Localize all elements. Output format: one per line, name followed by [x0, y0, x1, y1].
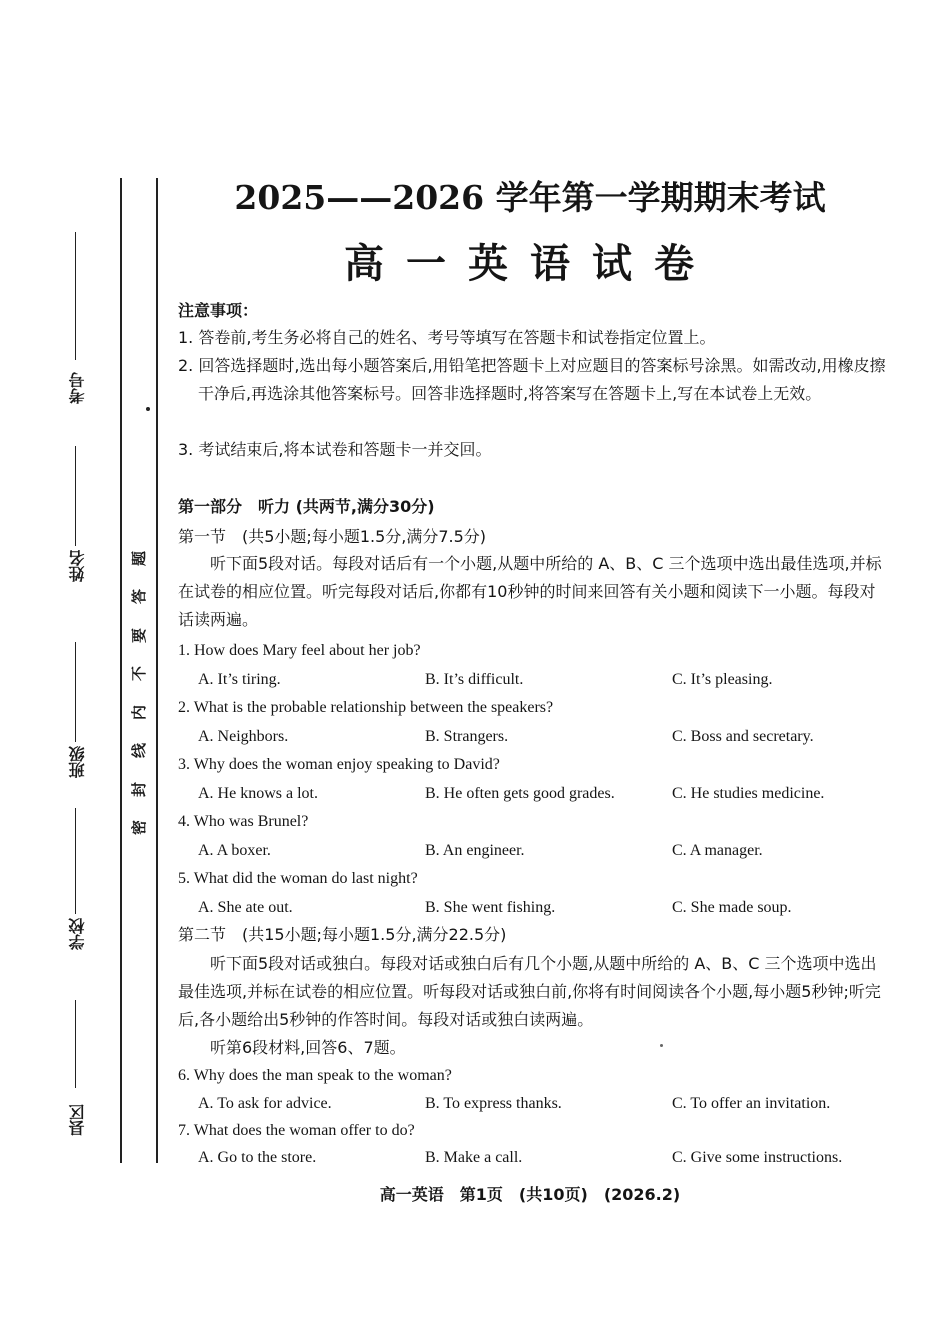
option-5b[interactable]: B. She went fishing. — [425, 899, 556, 916]
option-6b[interactable]: B. To express thanks. — [425, 1095, 562, 1112]
seal-char: 答 — [130, 589, 149, 605]
binding-line-inner — [156, 178, 158, 1163]
margin-dot — [146, 407, 150, 411]
school-label: 学校 — [68, 918, 87, 950]
option-6a[interactable]: A. To ask for advice. — [198, 1095, 332, 1112]
name-field[interactable] — [58, 446, 98, 624]
seal-char: 线 — [130, 743, 149, 759]
option-2a[interactable]: A. Neighbors. — [198, 728, 289, 745]
question-1: 1. How does Mary feel about her job? — [178, 642, 421, 659]
seal-char: 不 — [130, 666, 149, 682]
option-4c[interactable]: C. A manager. — [672, 842, 763, 859]
option-3b[interactable]: B. He often gets good grades. — [425, 785, 615, 802]
section1-heading: 第一节 (共5小题;每小题1.5分,满分7.5分) — [178, 527, 487, 546]
option-7a[interactable]: A. Go to the store. — [198, 1149, 317, 1166]
question-4: 4. Who was Brunel? — [178, 813, 309, 830]
exam-subtitle: 高一英语试卷 — [344, 240, 716, 287]
school-field[interactable] — [58, 808, 98, 968]
option-5c[interactable]: C. She made soup. — [672, 899, 792, 916]
question-2: 2. What is the probable relationship between the speakers? — [178, 699, 554, 716]
option-1c[interactable]: C. It’s pleasing. — [672, 671, 773, 688]
option-7c[interactable]: C. Give some instructions. — [672, 1149, 843, 1166]
exam-title: 2025——2026 学年第一学期期末考试 — [234, 178, 826, 217]
seal-char: 封 — [130, 781, 149, 797]
exam-number-field[interactable] — [58, 232, 98, 412]
seal-char: 内 — [130, 704, 149, 720]
class-field[interactable] — [58, 642, 98, 792]
name-label: 姓名 — [68, 550, 87, 582]
section2-instructions: 听下面5段对话或独白。每段对话或独白后有几个小题,从题中所给的 A、B、C 三个选项中选出最佳选项,并标在试卷的相应位置。听每段对话或独白前,你将有时间阅读各个小题,每小题5秒钟;听完后,各小题给出5秒钟的作答时间。每段对话或独白读两遍。 — [178, 954, 881, 1029]
option-1b[interactable]: B. It’s difficult. — [425, 671, 524, 688]
question-5: 5. What did the woman do last night? — [178, 870, 418, 887]
option-2b[interactable]: B. Strangers. — [425, 728, 509, 745]
option-6c[interactable]: C. To offer an invitation. — [672, 1095, 831, 1112]
notice-item-3: 3. 考试结束后,将本试卷和答题卡一并交回。 — [178, 440, 492, 459]
part1-heading: 第一部分 听力 (共两节,满分30分) — [178, 497, 435, 516]
question-6: 6. Why does the man speak to the woman? — [178, 1067, 452, 1084]
notice-heading: 注意事项： — [178, 301, 259, 320]
option-4b[interactable]: B. An engineer. — [425, 842, 525, 859]
section1-instructions: 听下面5段对话。每段对话后有一个小题,从题中所给的 A、B、C 三个选项中选出最佳选项,并标在试卷的相应位置。听完每段对话后,你都有10秒钟的时间来回答有关小题和阅读下一小题。每段对话读两遍。 — [178, 554, 882, 629]
seal-line-notice — [128, 548, 150, 838]
question-3: 3. Why does the woman enjoy speaking to David? — [178, 756, 500, 773]
exam-number-label: 考号 — [68, 372, 87, 404]
material-6-note: 听第6段材料,回答6、7题。 — [210, 1038, 406, 1057]
option-3a[interactable]: A. He knows a lot. — [198, 785, 318, 802]
seal-char: 密 — [130, 819, 149, 835]
option-2c[interactable]: C. Boss and secretary. — [672, 728, 814, 745]
county-field[interactable] — [58, 1000, 98, 1140]
option-1a[interactable]: A. It’s tiring. — [198, 671, 281, 688]
option-7b[interactable]: B. Make a call. — [425, 1149, 523, 1166]
seal-char: 题 — [130, 550, 149, 567]
page-footer: 高一英语 第1页 (共10页) (2026.2) — [379, 1185, 681, 1204]
option-5a[interactable]: A. She ate out. — [198, 899, 293, 916]
notice-item-1: 1. 答卷前,考生务必将自己的姓名、考号等填写在答题卡和试卷指定位置上。 — [178, 328, 716, 347]
option-4a[interactable]: A. A boxer. — [198, 842, 271, 859]
class-label: 班级 — [68, 746, 87, 778]
binding-line-outer — [120, 178, 122, 1163]
section2-heading: 第二节 (共15小题;每小题1.5分,满分22.5分) — [178, 925, 507, 944]
notice-item-2: 2. 回答选择题时,选出每小题答案后,用铅笔把答题卡上对应题目的答案标号涂黑。如需改动,用橡皮擦干净后,再选涂其他答案标号。回答非选择题时,将答案写在答题卡上,写在本试卷上无效。 — [178, 356, 886, 403]
county-label: 县区 — [68, 1104, 87, 1136]
seal-char: 要 — [130, 627, 149, 643]
option-3c[interactable]: C. He studies medicine. — [672, 785, 825, 802]
scan-speck — [660, 1044, 663, 1047]
question-7: 7. What does the woman offer to do? — [178, 1122, 415, 1139]
